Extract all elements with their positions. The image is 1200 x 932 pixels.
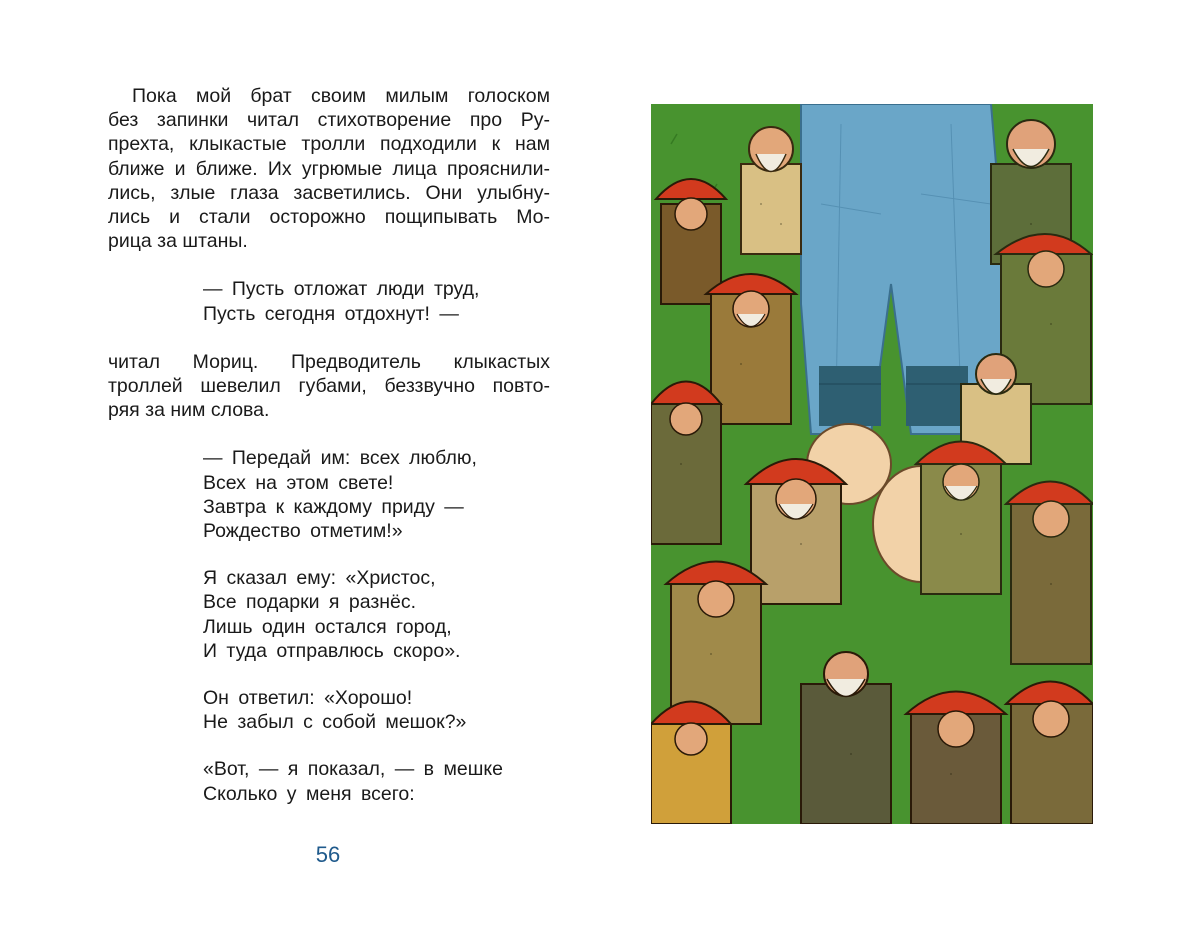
verse-line: — Пусть отложат люди труд, <box>203 278 480 301</box>
verse-1 <box>203 277 550 325</box>
paragraph-1-line: без запинки читал стихотворение про Ру- <box>108 109 550 132</box>
text-column <box>108 84 550 806</box>
verse-line: Лишь один остался город, <box>203 615 452 638</box>
verse-line: Пусть сегодня отдохнут! — <box>203 302 459 325</box>
verse-line: Рождество отметим!» <box>203 520 403 543</box>
paragraph-2 <box>108 350 550 423</box>
paragraph-2-line: читал Мориц. Предводитель клыкастых <box>108 350 550 373</box>
verse-line: И туда отправлюсь скоро». <box>203 639 461 662</box>
verse-line: Я сказал ему: «Христос, <box>203 567 436 590</box>
trolls-around-legs-illustration <box>651 104 1093 824</box>
paragraph-1-line: прехта, клыкастые тролли подходили к нам <box>108 133 550 156</box>
paragraph-1-line: лись и стали осторожно пощипывать Мо- <box>108 206 550 229</box>
paragraph-1 <box>108 84 550 253</box>
paragraph-1-line: ближе и ближе. Их угрюмые лица прояснили- <box>108 157 550 180</box>
paragraph-1-line: рица за штаны. <box>108 230 248 253</box>
paragraph-1-line: лись, злые глаза засветились. Они улыбну- <box>108 181 550 204</box>
verse-line: — Передай им: всех люблю, <box>203 447 477 470</box>
verse-line: Сколько у меня всего: <box>203 782 415 805</box>
verse-line: Завтра к каждому приду — <box>203 495 464 518</box>
verse-line: Все подарки я разнёс. <box>203 591 417 614</box>
verse-2 <box>203 446 550 543</box>
verse-3 <box>203 566 550 663</box>
verse-line: «Вот, — я показал, — в мешке <box>203 758 503 781</box>
illustration-svg <box>651 104 1093 824</box>
verse-line: Он ответил: «Хорошо! <box>203 687 413 710</box>
verse-line: Всех на этом свете! <box>203 471 394 494</box>
verse-5 <box>203 757 550 805</box>
paragraph-1-line: Пока мой брат своим милым голоском <box>132 85 550 107</box>
page-number: 56 <box>315 842 341 867</box>
verse-4 <box>203 686 550 734</box>
paragraph-2-line: троллей шевелил губами, беззвучно повто- <box>108 375 550 398</box>
verse-line: Не забыл с собой мешок?» <box>203 711 467 734</box>
paragraph-2-line: ряя за ним слова. <box>108 399 270 422</box>
